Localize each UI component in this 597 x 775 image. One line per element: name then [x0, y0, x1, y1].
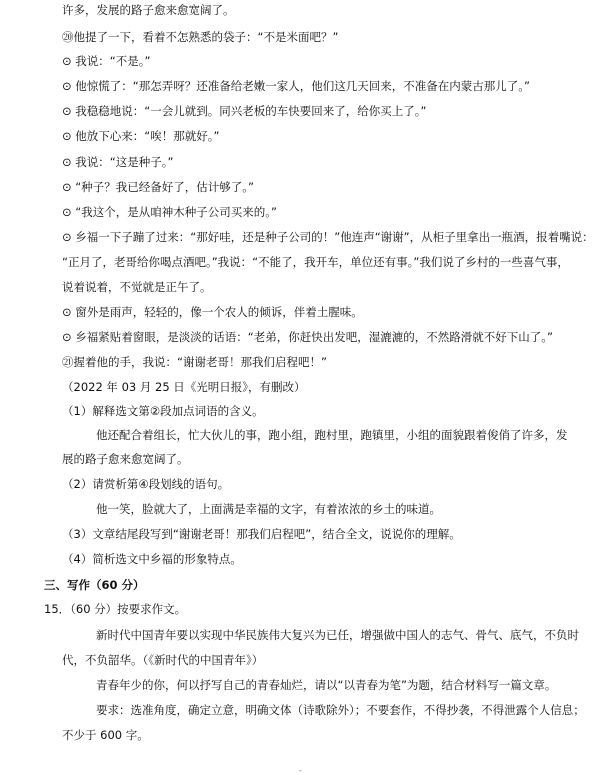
writing-requirements: 不少于 600 字。	[62, 728, 149, 742]
story-line: “正月了，老哥给你喝点酒吧。”我说：“不能了，我开车，单位还有事。”我们说了乡村的一些喜气事，	[62, 255, 569, 269]
section-heading: 三、写作（60 分）	[44, 578, 145, 592]
question-1: （1）解释选文第②段加点词语的含义。	[62, 404, 264, 418]
source-citation: （2022 年 03 月 25 日《光明日报》，有删改）	[62, 380, 306, 394]
question-1-quote: 他还配合着组长，忙大伙儿的事，跑小组，跑村里，跑镇里，小组的面貌跟着俊俏了许多，发	[96, 428, 568, 442]
story-line: 说着说着，不觉就是正午了。	[62, 280, 212, 294]
question-1-quote: 展的路子愈来愈宽阔了。	[62, 452, 189, 466]
story-line: ⑳他提了一下，看着不怎熟悉的袋子：“不是米面吧？”	[62, 30, 339, 44]
story-line: ㉑握着他的手，我说：“谢谢老哥！那我们启程吧！”	[62, 355, 327, 369]
story-line: ⊙ 乡福紧贴着窗眼，是淡淡的话语：“老弟，你赶快出发吧，湿漉漉的，不然路滑就不好下山了。”	[62, 330, 553, 344]
writing-material: 代，不负韶华。（《新时代的中国青年》）	[62, 653, 264, 667]
story-line: ⊙ 乡福一下子蹦了过来：“那好哇，还是种子公司的！”他连声“谢谢”，从柜子里拿出一瓶酒，报着嘴说：	[62, 230, 594, 244]
story-line: ⊙ 他放下心来：“唉！那就好。”	[62, 129, 220, 143]
question-4: （4）简析选文中乡福的形象特点。	[62, 552, 242, 566]
story-line: ⊙ 我说：“这是种子。”	[62, 155, 174, 169]
story-line: ⊙ 我说：“不是。”	[62, 54, 151, 68]
question-2-quote: 他一笑，脸就大了，上面满是幸福的文字，有着浓浓的乡土的味道。	[96, 502, 441, 516]
story-line: ⊙ “种子？我已经备好了，估计够了。”	[62, 180, 254, 194]
story-line: ⊙ “我这个，是从咱神木种子公司买来的。”	[62, 205, 277, 219]
writing-material: 新时代中国青年要以实现中华民族伟大复兴为已任，增强做中国人的志气、骨气、底气，不负时	[96, 628, 579, 642]
writing-requirements: 要求：选准角度，确定立意，明确文体（诗歌除外）；不要套作，不得抄袭，不得泄露个人信息；	[96, 703, 585, 717]
page-mark: -	[299, 766, 302, 775]
question-2: （2）请赏析第④段划线的语句。	[62, 477, 230, 491]
story-line: ⊙ 窗外是雨声，轻轻的，像一个农人的倾诉，伴着土腥味。	[62, 305, 363, 319]
question-3: （3）文章结尾段写到“谢谢老哥！那我们启程吧”，结合全文，说说你的理解。	[62, 527, 461, 541]
question-15: 15．（60 分）按要求作文。	[44, 602, 187, 616]
story-line: 许多，发展的路子愈来愈宽阔了。	[62, 3, 235, 17]
story-line: ⊙ 我稳稳地说：“一会儿就到。同兴老板的车快要回来了，给你买上了。”	[62, 104, 427, 118]
story-line: ⊙ 他惊慌了：“那怎弄呀？还准备给老嫩一家人，他们这几天回来，不准备在内蒙古那儿了。”	[62, 79, 530, 93]
writing-prompt: 青春年少的你，何以抒写自己的青春灿烂，请以“以青春为笔”为题，结合材料写一篇文章。	[96, 678, 557, 692]
